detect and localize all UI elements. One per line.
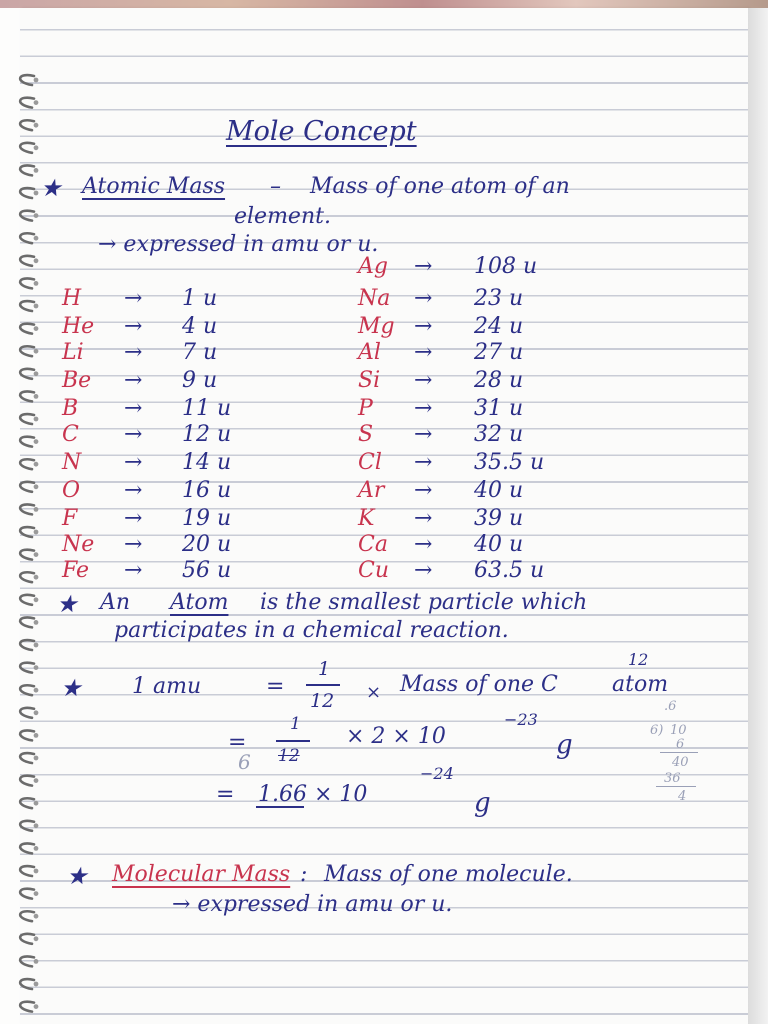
arrow-icon: → [124,532,143,557]
atom-note-line1: is the smallest particle which [260,590,588,615]
binding-hole [34,439,39,444]
division-remainder: 40 [672,755,689,770]
binding-hole [34,710,39,715]
spiral-ring [20,346,34,356]
element-mass: 11 u [182,396,232,421]
spiral-ring [20,256,34,266]
spiral-binding [0,0,40,1024]
binding-hole [34,597,39,602]
binding-hole [34,936,39,941]
atom-keyword: Atom [170,590,229,615]
spiral-ring [20,143,34,153]
arrow-icon: → [124,422,143,447]
spiral-ring [20,527,34,537]
amu-value: 1.66 × 10 [258,782,368,807]
arrow-icon: → [414,254,433,279]
element-symbol: P [358,396,373,421]
element-mass: 19 u [182,506,232,531]
division-subtrahend: 36 [664,771,681,786]
binding-hole [34,123,39,128]
arrow-icon: → [414,450,433,475]
division-line [656,786,696,787]
spiral-ring [20,617,34,627]
spiral-ring [20,730,34,740]
element-symbol: F [62,506,78,531]
atomic-mass-definition-line2: element. [234,204,331,229]
fraction-numerator: 1 [290,714,301,734]
element-mass: 16 u [182,478,232,503]
arrow-icon: → [124,314,143,339]
spiral-ring [20,934,34,944]
exponent: −23 [504,710,538,729]
element-symbol: Cl [358,450,382,475]
spiral-ring [20,956,34,966]
spiral-ring [20,550,34,560]
spiral-ring [20,866,34,876]
element-symbol: N [62,450,82,475]
element-mass: 14 u [182,450,232,475]
element-symbol: Si [358,368,381,393]
spiral-ring [20,798,34,808]
element-symbol: H [62,286,82,311]
spiral-ring [20,120,34,130]
arrow-icon: → [124,396,143,421]
binding-hole [34,575,39,580]
binding-hole [34,756,39,761]
star-bullet: ★ [66,862,88,890]
arrow-icon: → [414,396,433,421]
molecular-mass-definition: Mass of one molecule. [324,862,573,887]
page-title: Mole Concept [226,116,417,147]
atomic-mass-heading: Atomic Mass [82,174,226,199]
binding-hole [34,959,39,964]
spiral-ring [20,843,34,853]
fraction-numerator: 1 [318,658,331,680]
element-symbol: Ag [358,254,388,279]
spiral-ring [20,233,34,243]
spiral-ring [20,595,34,605]
binding-hole [34,530,39,535]
element-mass: 9 u [182,368,218,393]
molecular-mass-heading: Molecular Mass [112,862,291,887]
spiral-ring [20,324,34,334]
spiral-ring [20,188,34,198]
element-mass: 4 u [182,314,218,339]
fraction-denominator: 12 [310,690,335,712]
spiral-ring [20,301,34,311]
binding-hole [34,484,39,489]
element-symbol: S [358,422,374,447]
binding-hole [34,1004,39,1009]
binding-hole [34,462,39,467]
arrow-icon: → [414,532,433,557]
spiral-ring [20,75,34,85]
division-remainder: 4 [678,789,687,804]
binding-hole [34,823,39,828]
element-mass: 28 u [474,368,524,393]
element-mass: 27 u [474,340,524,365]
amu-lhs: 1 amu [132,674,202,699]
carbon-isotope-superscript: 12 [628,650,649,669]
element-symbol: Cu [358,558,390,583]
element-mass: 108 u [474,254,538,279]
binding-hole [34,213,39,218]
equals-sign: = [216,782,235,807]
molecular-mass-units-note: → expressed in amu or u. [172,892,453,917]
heading-dash: – [270,174,281,199]
equals-sign: = [266,674,285,699]
element-symbol: K [358,506,375,531]
element-symbol: O [62,478,81,503]
element-symbol: Ar [358,478,385,503]
division-dividend: 10 [670,723,687,738]
arrow-icon: → [414,558,433,583]
binding-hole [34,371,39,376]
division-subtrahend: 6 [676,737,685,752]
spiral-ring [20,459,34,469]
binding-hole [34,643,39,648]
spiral-ring [20,753,34,763]
spiral-ring [20,369,34,379]
gram-unit: g [474,788,491,818]
element-mass: 31 u [474,396,524,421]
binding-hole [34,281,39,286]
fraction-bar [276,740,310,742]
spiral-ring [20,979,34,989]
spiral-ring [20,391,34,401]
element-symbol: Be [62,368,92,393]
binding-hole [34,394,39,399]
spiral-ring [20,889,34,899]
binding-hole [34,891,39,896]
element-symbol: Al [358,340,381,365]
element-mass: 24 u [474,314,524,339]
element-mass: 40 u [474,532,524,557]
binding-hole [34,417,39,422]
cancelled-denominator: 6 [238,750,251,774]
element-mass: 32 u [474,422,524,447]
binding-hole [34,869,39,874]
arrow-icon: → [124,558,143,583]
arrow-icon: → [124,340,143,365]
spiral-ring [20,482,34,492]
element-symbol: Li [62,340,84,365]
atomic-mass-definition-line1: Mass of one atom of an [310,174,570,199]
binding-hole [34,349,39,354]
binding-hole [34,168,39,173]
element-mass: 12 u [182,422,232,447]
arrow-icon: → [414,286,433,311]
binding-hole [34,100,39,105]
atom-note-line2: participates in a chemical reaction. [114,618,509,643]
gram-unit: g [556,730,573,760]
binding-hole [34,552,39,557]
atomic-mass-units-note: → expressed in amu or u. [98,232,379,257]
element-symbol: Ca [358,532,388,557]
spiral-ring [20,414,34,424]
arrow-icon: → [124,478,143,503]
atom-word: atom [612,672,669,697]
page-right-edge [748,8,768,1024]
element-mass: 23 u [474,286,524,311]
binding-hole [34,982,39,987]
element-mass: 40 u [474,478,524,503]
star-bullet: ★ [56,590,78,618]
fraction-denominator: 12 [278,746,300,766]
binding-hole [34,145,39,150]
spiral-ring [20,572,34,582]
spiral-ring [20,911,34,921]
element-mass: 63.5 u [474,558,545,583]
element-mass: 39 u [474,506,524,531]
binding-hole [34,326,39,331]
exponent: −24 [420,764,454,783]
division-line [660,752,698,753]
spiral-ring [20,1002,34,1012]
atom-note-prefix: An [100,590,131,615]
spiral-ring [20,776,34,786]
arrow-icon: → [124,368,143,393]
binding-hole [34,507,39,512]
times-sign: × [366,682,382,703]
arrow-icon: → [124,286,143,311]
element-symbol: Na [358,286,391,311]
binding-hole [34,78,39,83]
binding-hole [34,914,39,919]
spiral-ring [20,211,34,221]
element-mass: 56 u [182,558,232,583]
spiral-ring [20,685,34,695]
element-mass: 1 u [182,286,218,311]
element-symbol: He [62,314,95,339]
binding-hole [34,801,39,806]
arrow-icon: → [414,340,433,365]
arrow-icon: → [124,450,143,475]
star-bullet: ★ [60,674,82,702]
binding-hole [34,846,39,851]
spiral-ring [20,437,34,447]
element-symbol: Fe [62,558,90,583]
heading-colon: : [300,862,308,887]
equals-sign: = [228,730,247,755]
spiral-ring [20,821,34,831]
element-symbol: B [62,396,79,421]
spiral-ring [20,98,34,108]
spiral-ring [20,278,34,288]
spiral-ring [20,504,34,514]
arrow-icon: → [414,314,433,339]
binding-hole [34,236,39,241]
binding-hole [34,778,39,783]
spiral-ring [20,640,34,650]
binding-hole [34,665,39,670]
binding-hole [34,191,39,196]
element-mass: 20 u [182,532,232,557]
division-quotient: .6 [664,699,677,714]
arrow-icon: → [124,506,143,531]
element-mass: 7 u [182,340,218,365]
arrow-icon: → [414,506,433,531]
spiral-ring [20,663,34,673]
amu-step2-expression: × 2 × 10 [346,724,446,749]
division-divisor: 6) [650,723,664,738]
element-symbol: Ne [62,532,95,557]
spiral-ring [20,165,34,175]
element-symbol: Mg [358,314,395,339]
spiral-ring [20,708,34,718]
arrow-icon: → [414,478,433,503]
binding-hole [34,258,39,263]
arrow-icon: → [414,422,433,447]
element-symbol: C [62,422,79,447]
fraction-bar [306,684,340,686]
binding-hole [34,733,39,738]
binding-hole [34,620,39,625]
amu-definition: Mass of one C [400,672,558,697]
star-bullet: ★ [40,174,62,202]
element-mass: 35.5 u [474,450,545,475]
arrow-icon: → [414,368,433,393]
binding-hole [34,304,39,309]
page-top-edge [0,0,768,8]
binding-hole [34,688,39,693]
value-underline [256,806,304,808]
